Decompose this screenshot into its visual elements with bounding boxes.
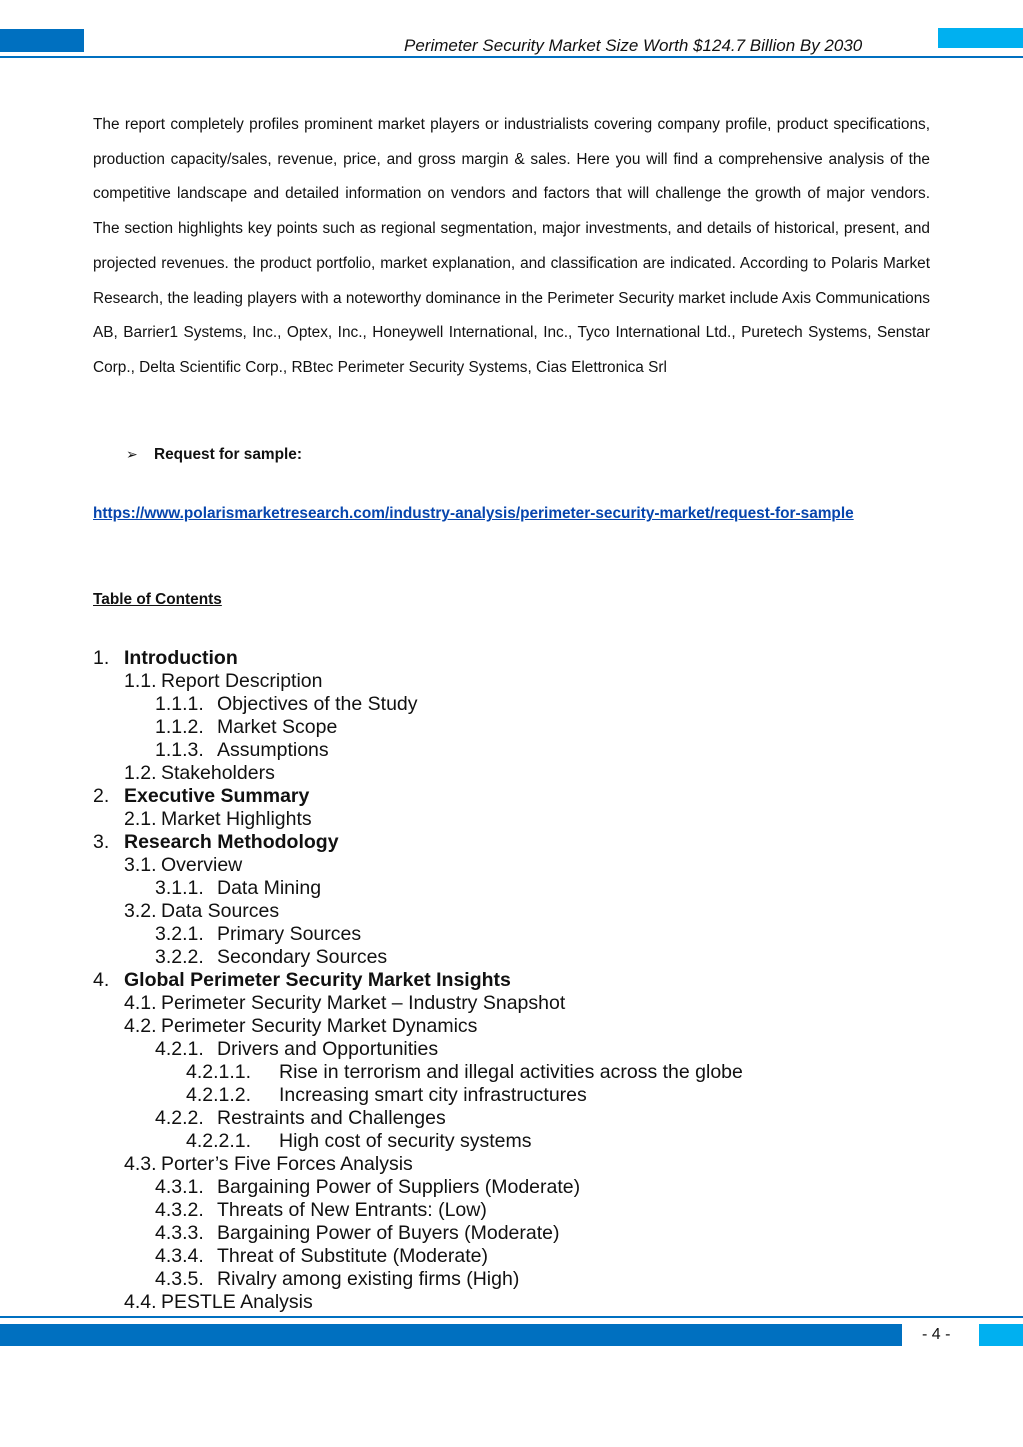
toc-item: 4.2.1.2. Increasing smart city infrastructures (186, 1084, 587, 1106)
header-accent-bar-left (0, 29, 84, 52)
toc-item: 4.2. Perimeter Security Market Dynamics (124, 1015, 478, 1037)
toc-item: 1.2. Stakeholders (124, 762, 275, 784)
toc-item: 4.3.4. Threat of Substitute (Moderate) (155, 1245, 488, 1267)
toc-item: 4. Global Perimeter Security Market Insights (93, 969, 511, 991)
arrow-bullet-icon: ➢ (126, 446, 138, 462)
body-paragraph: The report completely profiles prominent market players or industrialists covering company profile, product specifications, production capacity/sales, revenue, price, and gross margin & sales. Here you will find a comprehensive analysis of the competitive landscape and detailed information on vendors and factors that will challenge the growth of major vendors. The section highlights key points such as regional segmentation, major investments, and details of historical, present, and projected revenues. the product portfolio, market explanation, and classification are indicated. According to Polaris Market Research, the leading players with a noteworthy dominance in the Perimeter Security market include Axis Communications AB, Barrier1 Systems, Inc., Optex, Inc., Honeywell International, Inc., Tyco International Ltd., Puretech Systems, Senstar Corp., Delta Scientific Corp., RBtec Perimeter Security Systems, Cias Elettronica Srl (93, 116, 930, 376)
toc-item: 4.2.1. Drivers and Opportunities (155, 1038, 439, 1060)
request-sample-text: Request for sample: (154, 446, 302, 463)
toc-item: 2. Executive Summary (93, 785, 310, 807)
request-sample-link[interactable]: https://www.polarismarketresearch.com/industry-analysis/perimeter-security-market/request-for-sample (93, 505, 854, 522)
footer-rule (0, 1316, 1023, 1318)
toc-item: 4.3.5. Rivalry among existing firms (High) (155, 1268, 520, 1290)
toc-item: 4.1. Perimeter Security Market – Industry Snapshot (124, 992, 566, 1014)
toc-item: 4.2.1.1. Rise in terrorism and illegal activities across the globe (186, 1061, 743, 1083)
toc-item: 3.1. Overview (124, 854, 243, 876)
toc-item: 4.3.1. Bargaining Power of Suppliers (Moderate) (155, 1176, 581, 1198)
header-rule (0, 56, 1023, 58)
header-accent-bar-right (938, 28, 1023, 48)
toc-item: 1.1.3. Assumptions (155, 739, 329, 761)
toc-item: 1.1.2. Market Scope (155, 716, 338, 738)
toc-item: 3.1.1. Data Mining (155, 877, 322, 899)
request-sample-label (126, 446, 302, 464)
toc-item: 3.2. Data Sources (124, 900, 280, 922)
page-number: - 4 - (922, 1326, 951, 1343)
toc-item: 4.3.3. Bargaining Power of Buyers (Moderate) (155, 1222, 560, 1244)
toc-item: 4.3.2. Threats of New Entrants: (Low) (155, 1199, 487, 1221)
toc-item: 1.1. Report Description (124, 670, 323, 692)
toc-item: 4.2.2. Restraints and Challenges (155, 1107, 446, 1129)
toc-item: 4.4. PESTLE Analysis (124, 1291, 313, 1313)
footer-accent-bar-right (979, 1324, 1023, 1346)
page-header-title: Perimeter Security Market Size Worth $124.7 Billion By 2030 (404, 36, 863, 55)
toc-item: 3.2.2. Secondary Sources (155, 946, 388, 968)
footer-accent-bar (0, 1324, 902, 1346)
toc-item: 4.3. Porter’s Five Forces Analysis (124, 1153, 413, 1175)
toc-item: 4.2.2.1. High cost of security systems (186, 1130, 532, 1152)
toc-item: 1. Introduction (93, 647, 238, 669)
toc-item: 3. Research Methodology (93, 831, 339, 853)
toc-heading: Table of Contents (93, 591, 222, 608)
toc-item: 3.2.1. Primary Sources (155, 923, 362, 945)
toc-item: 1.1.1. Objectives of the Study (155, 693, 418, 715)
toc-item: 2.1. Market Highlights (124, 808, 312, 830)
